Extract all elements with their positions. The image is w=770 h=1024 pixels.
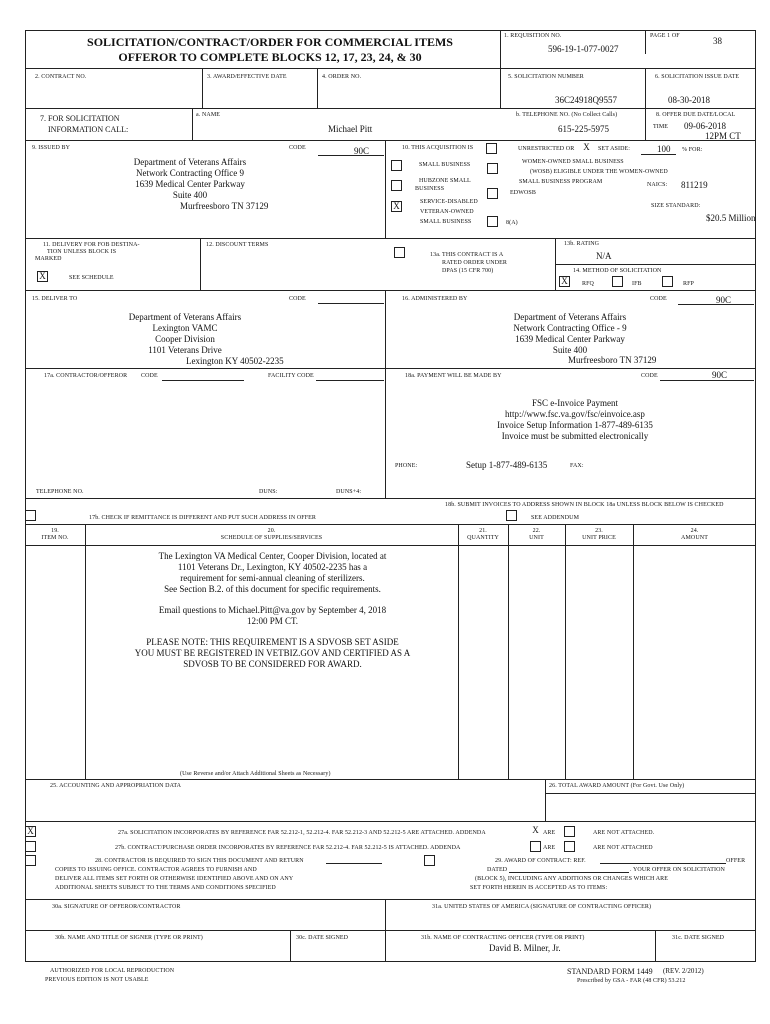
payment-line-1: FSC e-Invoice Payment [532, 398, 618, 408]
delivery-line-2: TION UNLESS BLOCK IS [47, 249, 117, 255]
edwosb-label: EDWOSB [510, 190, 536, 196]
telephone-number: 615-225-5975 [558, 124, 609, 134]
rated-line-3: DPAS (15 CFR 700) [442, 268, 494, 274]
issued-by-code: 90C [354, 146, 370, 156]
payment-code-label: CODE [641, 373, 658, 379]
standard-form-number: STANDARD FORM 1449 [567, 967, 653, 976]
checkbox-27a[interactable]: X [25, 826, 36, 837]
rating-label: 13b. RATING [564, 241, 600, 247]
col-schedule-label: SCHEDULE OF SUPPLIES/SERVICES [220, 535, 323, 541]
officer-name-label: 31b. NAME OF CONTRACTING OFFICER (TYPE OR PRINT) [421, 935, 585, 941]
wosb-line-3: SMALL BUSINESS PROGRAM [519, 179, 603, 185]
award-date-label: 3. AWARD/EFFECTIVE DATE [207, 74, 287, 80]
checkbox-27b[interactable] [25, 841, 36, 852]
sdvosb-line-2: VETERAN-OWNED [420, 209, 474, 215]
previous-edition: PREVIOUS EDITION IS NOT USABLE [45, 977, 149, 983]
offer-due-date: 09-06-2018 [684, 121, 726, 131]
remittance-checkbox[interactable] [25, 510, 36, 521]
percent-for-label: % FOR: [682, 147, 703, 153]
unrestricted-label: UNRESTRICTED OR [518, 146, 575, 152]
schedule-line-9: PLEASE NOTE: THIS REQUIREMENT IS A SDVOSB SET ASIDE [146, 637, 399, 647]
are-not-27b-label: ARE NOT ATTACHED [593, 845, 653, 851]
size-standard-label: SIZE STANDARD: [651, 203, 701, 209]
contractor-required-line-2: COPIES TO ISSUING OFFICE. CONTRACTOR AGREES TO FURNISH AND [55, 867, 257, 873]
eight-a-label: 8(A) [506, 220, 518, 226]
payment-phone-label: PHONE: [395, 463, 418, 469]
administered-by-line-4: Suite 400 [552, 345, 588, 355]
delivery-line-1: 11. DELIVERY FOR FOB DESTINA- [43, 242, 140, 248]
hubzone-line-1: HUBZONE SMALL [419, 178, 471, 184]
administered-by-code-label: CODE [650, 296, 667, 302]
are-not-27a-checkbox[interactable] [564, 826, 575, 837]
for-solicitation-label: 7. FOR SOLICITATION [40, 114, 120, 123]
contractor-required-line-1: 28. CONTRACTOR IS REQUIRED TO SIGN THIS DOCUMENT AND RETURN [95, 858, 304, 864]
are-27b-checkbox[interactable] [530, 841, 541, 852]
method-label: 14. METHOD OF SOLICITATION [573, 268, 662, 274]
see-addendum-label: SEE ADDENDUM [531, 515, 580, 521]
issued-by-code-label: CODE [289, 145, 306, 151]
authorized-reproduction: AUTHORIZED FOR LOCAL REPRODUCTION [50, 968, 175, 974]
issued-by-line-1: Department of Veterans Affairs [133, 157, 247, 167]
delivery-line-3: MARKED [35, 256, 62, 262]
administered-by-line-3: 1639 Medical Center Parkway [515, 334, 625, 344]
small-business-checkbox[interactable] [391, 160, 402, 171]
telephone-label: b. TELEPHONE NO. (No Collect Calls) [516, 112, 618, 118]
col-item-label: ITEM NO. [41, 535, 69, 541]
solicitation-number: 36C24918Q9557 [555, 95, 618, 105]
solicitation-number-label: 5. SOLICITATION NUMBER [508, 74, 584, 80]
col-amount-label: AMOUNT [681, 535, 708, 541]
requisition-label: 1. REQUISITION NO. [504, 33, 562, 39]
prescribed-by: Prescribed by GSA - FAR (48 CFR) 53.212 [577, 978, 686, 984]
sdvosb-checkbox[interactable]: X [391, 201, 402, 212]
hubzone-line-2: BUSINESS [415, 186, 445, 192]
issued-by-label: 9. ISSUED BY [32, 145, 71, 151]
are-27a-label: ARE [543, 830, 556, 836]
issued-by-line-3: 1639 Medical Center Parkway [135, 179, 245, 189]
payment-line-2: http://www.fsc.va.gov/fsc/einvoice.asp [505, 409, 645, 419]
signature-offeror-label: 30a. SIGNATURE OF OFFEROR/CONTRACTOR [52, 904, 181, 910]
are-not-27a-label: ARE NOT ATTACHED. [593, 830, 655, 836]
naics-code: 811219 [681, 180, 708, 190]
eight-a-checkbox[interactable] [487, 216, 498, 227]
small-business-label: SMALL BUSINESS [419, 162, 471, 168]
page-label: PAGE 1 OF [650, 33, 680, 39]
are-not-27b-checkbox[interactable] [564, 841, 575, 852]
schedule-line-11: SDVOSB TO BE CONSIDERED FOR AWARD. [183, 659, 362, 669]
payment-label: 18a. PAYMENT WILL BE MADE BY [405, 373, 502, 379]
ifb-checkbox[interactable] [612, 276, 623, 287]
col-schedule-num: 20. [267, 528, 276, 534]
rated-line-2: RATED ORDER UNDER [442, 260, 508, 266]
deliver-to-code-label: CODE [289, 296, 306, 302]
offer-due-label: 8. OFFER DUE DATE/LOCAL [656, 112, 736, 118]
text-27b: 27b. CONTRACT/PURCHASE ORDER INCORPORATES BY REFERENCE FAR 52.212-4. FAR 52.212-5 IS ATTACHED. ADDENDA [115, 845, 461, 851]
size-standard-value: $20.5 Million [706, 213, 756, 223]
offer-due-time: 12PM CT [705, 131, 741, 141]
rfp-label: RFP [683, 281, 694, 287]
deliver-to-line-4: 1101 Veterans Drive [148, 345, 222, 355]
addendum-checkbox[interactable] [506, 510, 517, 521]
hubzone-checkbox[interactable] [391, 180, 402, 191]
contact-name: Michael Pitt [328, 124, 373, 134]
contract-no-label: 2. CONTRACT NO. [35, 74, 87, 80]
col-unit-num: 22. [532, 528, 541, 534]
col-quantity-label: QUANTITY [467, 535, 499, 541]
rated-line-1: 13a. THIS CONTRACT IS A [430, 252, 504, 258]
see-schedule-checkbox[interactable]: X [37, 271, 48, 282]
acquisition-checkbox[interactable] [486, 143, 497, 154]
schedule-line-1: The Lexington VA Medical Center, Cooper Division, located at [158, 551, 387, 561]
schedule-line-3: requirement for semi-annual cleaning of sterilizers. [180, 573, 365, 583]
unrestricted-checkbox[interactable]: X [581, 143, 592, 154]
award-line-4: SET FORTH HEREIN IS ACCEPTED AS TO ITEMS: [470, 885, 608, 891]
set-aside-label: SET ASIDE: [598, 146, 631, 152]
contractor-label: 17a. CONTRACTOR/OFFEROR [44, 373, 128, 379]
deliver-to-line-1: Department of Veterans Affairs [128, 312, 242, 322]
form-revision: (REV. 2/2012) [663, 967, 704, 975]
issued-by-line-5: Murfreesboro TN 37129 [180, 201, 269, 211]
administered-by-code: 90C [716, 295, 732, 305]
deliver-to-line-5: Lexington KY 40502-2235 [186, 356, 284, 366]
contractor-required-line-3: DELIVER ALL ITEMS SET FORTH OR OTHERWISE IDENTIFIED ABOVE AND ON ANY [55, 876, 294, 882]
schedule-line-10: YOU MUST BE REGISTERED IN VETBIZ.GOV AND CERTIFIED AS A [134, 648, 411, 658]
rfq-label: RFQ [582, 281, 594, 287]
officer-name: David B. Milner, Jr. [489, 943, 561, 953]
award-line-1: 29. AWARD OF CONTRACT: REF. [495, 858, 586, 864]
total-award-label: 26. TOTAL AWARD AMOUNT (For Govt. Use Only) [549, 783, 685, 789]
form-title-line2: OFFEROR TO COMPLETE BLOCKS 12, 17, 23, 24, & 30 [118, 50, 422, 64]
administered-by-label: 16. ADMINISTERED BY [402, 296, 468, 302]
ifb-label: IFB [632, 281, 642, 287]
wosb-checkbox[interactable] [487, 163, 498, 174]
award-line-2: . YOUR OFFER ON SOLICITATION [630, 867, 725, 873]
discount-terms-label: 12. DISCOUNT TERMS [206, 242, 269, 248]
sdvosb-line-1: SERVICE-DISABLED [420, 199, 478, 205]
schedule-line-4: See Section B.2. of this document for specific requirements. [164, 584, 381, 594]
edwosb-checkbox[interactable] [487, 188, 498, 199]
col-quantity-num: 21. [479, 528, 487, 534]
are-27b-label: ARE [543, 845, 556, 851]
col-item-num: 19. [51, 528, 59, 534]
time-label: TIME [653, 124, 669, 130]
rating-value: N/A [596, 251, 612, 261]
issued-by-line-2: Network Contracting Office 9 [135, 168, 245, 178]
administered-by-line-1: Department of Veterans Affairs [513, 312, 627, 322]
reverse-note: (Use Reverse and/or Attach Additional Sheets as Necessary) [180, 771, 331, 777]
wosb-line-1: WOMEN-OWNED SMALL BUSINESS [522, 159, 624, 165]
information-call-label: INFORMATION CALL: [48, 125, 129, 134]
payment-code: 90C [712, 370, 728, 380]
remittance-label: 17b. CHECK IF REMITTANCE IS DIFFERENT AND PUT SUCH ADDRESS IN OFFER [89, 515, 317, 521]
name-label: a. NAME [196, 112, 221, 118]
text-27a: 27a. SOLICITATION INCORPORATES BY REFERENCE FAR 52.212-1, 52.212-4. FAR 52.212-3 AND 52.212-5 ARE ATTACHED. ADDENDA [118, 830, 486, 836]
deliver-to-label: 15. DELIVER TO [32, 296, 78, 302]
schedule-line-6: Email questions to Michael.Pitt@va.gov by September 4, 2018 [158, 605, 387, 615]
signer-name-label: 30b. NAME AND TITLE OF SIGNER (TYPE OR PRINT) [55, 935, 203, 941]
submit-invoices-label: 18b. SUBMIT INVOICES TO ADDRESS SHOWN IN BLOCK 18a UNLESS BLOCK BELOW IS CHECKED [445, 502, 724, 508]
issued-by-line-4: Suite 400 [172, 190, 208, 200]
form-title-line1: SOLICITATION/CONTRACT/ORDER FOR COMMERCIAL ITEMS [87, 35, 453, 49]
checkbox-28[interactable] [25, 855, 36, 866]
schedule-line-7: 12:00 PM CT. [246, 616, 299, 626]
schedule-line-2: 1101 Veterans Dr., Lexington, KY 40502-2235 has a [177, 562, 368, 572]
administered-by-line-2: Network Contracting Office - 9 [513, 323, 627, 333]
award-dated: DATED [487, 867, 508, 873]
facility-code-label: FACILITY CODE [268, 373, 314, 379]
award-line-3: (BLOCK 5), INCLUDING ANY ADDITIONS OR CHANGES WHICH ARE [475, 876, 668, 882]
col-unit-price-num: 23. [595, 528, 603, 534]
date-signed-30c-label: 30c. DATE SIGNED [296, 935, 349, 941]
rated-order-checkbox[interactable] [394, 247, 405, 258]
rfp-checkbox[interactable] [662, 276, 673, 287]
col-unit-price-label: UNIT PRICE [582, 535, 616, 541]
telephone-label-17: TELEPHONE NO. [36, 489, 84, 495]
acquisition-label: 10. THIS ACQUISITION IS [402, 145, 474, 151]
checkbox-29[interactable] [424, 855, 435, 866]
payment-line-3: Invoice Setup Information 1-877-489-6135 [497, 420, 653, 430]
order-no-label: 4. ORDER NO. [322, 74, 362, 80]
administered-by-line-5: Murfreesboro TN 37129 [568, 355, 657, 365]
col-amount-num: 24. [690, 528, 699, 534]
see-schedule-label: SEE SCHEDULE [69, 275, 114, 281]
deliver-to-line-2: Lexington VAMC [152, 323, 218, 333]
date-signed-31c-label: 31c. DATE SIGNED [672, 935, 725, 941]
payment-line-4: Invoice must be submitted electronically [501, 431, 649, 441]
duns4-label: DUNS+4: [336, 489, 362, 495]
contractor-required-line-4: ADDITIONAL SHEETS SUBJECT TO THE TERMS AND CONDITIONS SPECIFIED [55, 885, 276, 891]
payment-phone: Setup 1-877-489-6135 [466, 460, 548, 470]
payment-fax-label: FAX: [570, 463, 584, 469]
award-offer: OFFER [726, 858, 746, 864]
rfq-checkbox[interactable]: X [559, 276, 570, 287]
col-unit-label: UNIT [529, 535, 544, 541]
duns-label: DUNS: [259, 489, 278, 495]
wosb-line-2: (WOSB) ELIGIBLE UNDER THE WOMEN-OWNED [530, 169, 668, 175]
signature-usa-label: 31a. UNITED STATES OF AMERICA (SIGNATURE OF CONTRACTING OFFICER) [432, 904, 652, 910]
page-total: 38 [713, 36, 722, 46]
issue-date: 08-30-2018 [668, 95, 710, 105]
requisition-number: 596-19-1-077-0027 [548, 44, 619, 54]
naics-label: NAICS: [647, 182, 668, 188]
issue-date-label: 6. SOLICITATION ISSUE DATE [655, 74, 740, 80]
sdvosb-line-3: SMALL BUSINESS [420, 219, 472, 225]
set-aside-percent: 100 [657, 144, 671, 154]
deliver-to-line-3: Cooper Division [155, 334, 215, 344]
contractor-code-label: CODE [141, 373, 158, 379]
accounting-label: 25. ACCOUNTING AND APPROPRIATION DATA [50, 783, 182, 789]
are-27a-checkbox[interactable]: X [530, 826, 541, 837]
